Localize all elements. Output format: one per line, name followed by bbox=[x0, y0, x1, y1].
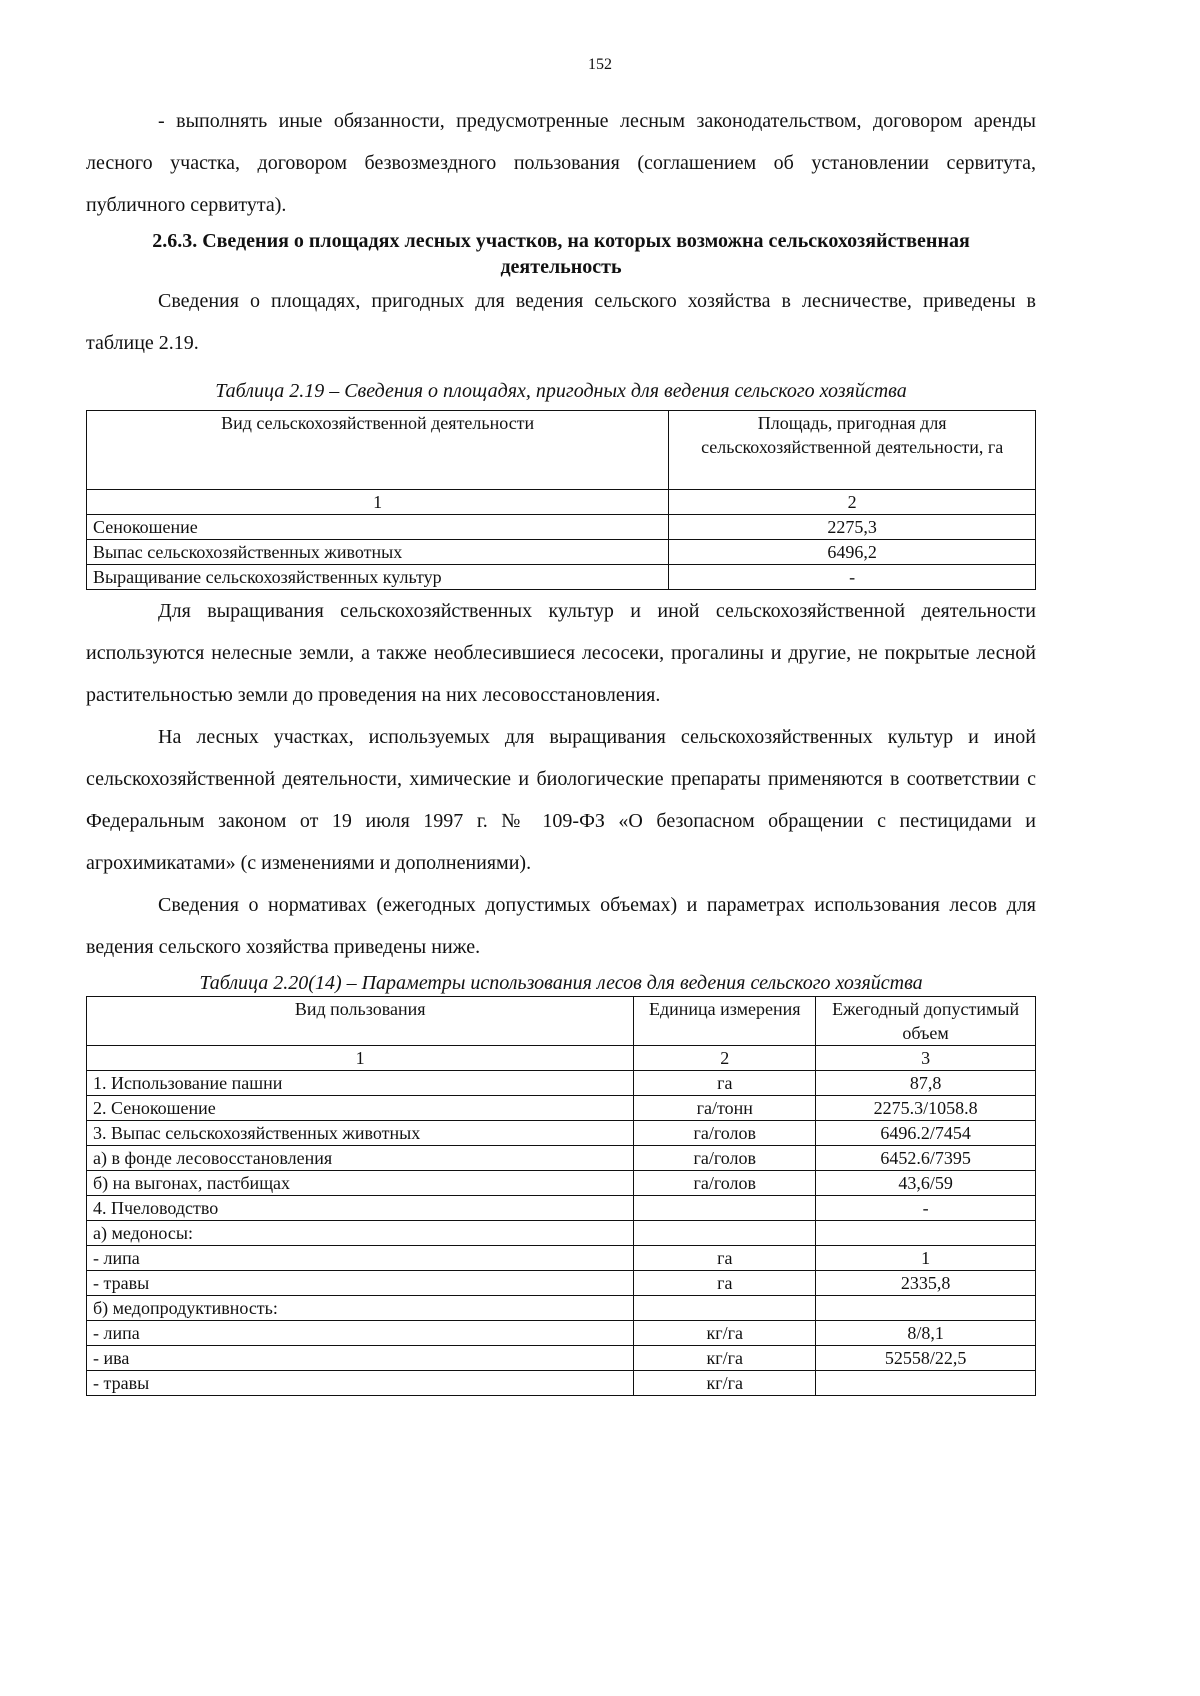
section-heading: 2.6.3. Сведения о площадях лесных участков, на которых возможна сельскохозяйственная деятельность bbox=[152, 230, 970, 278]
table-cell: 2. Сенокошение bbox=[87, 1096, 634, 1121]
table-cell: га bbox=[634, 1071, 816, 1096]
table-row bbox=[87, 1071, 1036, 1096]
table-cell: 6452.6/7395 bbox=[816, 1146, 1036, 1171]
table-row bbox=[87, 1296, 1036, 1321]
table-row bbox=[87, 515, 1036, 540]
table-cell: б) на выгонах, пастбищах bbox=[87, 1171, 634, 1196]
table-cell: га/голов bbox=[634, 1171, 816, 1196]
table-cell bbox=[634, 1196, 816, 1221]
table-cell: 1 bbox=[816, 1246, 1036, 1271]
table-cell: 6496,2 bbox=[669, 540, 1036, 565]
table-row bbox=[87, 1321, 1036, 1346]
table-cell: га/тонн bbox=[634, 1096, 816, 1121]
table-row bbox=[87, 1121, 1036, 1146]
table-cell: - травы bbox=[87, 1371, 634, 1396]
table-header-row bbox=[87, 411, 1036, 490]
table-cell: 2335,8 bbox=[816, 1271, 1036, 1296]
table-2-20-caption: Таблица 2.20(14) – Параметры использования лесов для ведения сельского хозяйства bbox=[199, 972, 923, 994]
table-row bbox=[87, 1146, 1036, 1171]
table-header-cell: Площадь, пригодная для сельскохозяйственной деятельности, га bbox=[669, 411, 1036, 490]
paragraph-chemicals: На лесных участках, используемых для выращивания сельскохозяйственных культур и иной сельскохозяйственной деятельности, химические и биологические препараты применяются в соответствии с Федеральным законом от 19 июля 1997 г. № 109-ФЗ «О безопасном обращении с пестицидами и агрохимикатами» (с изменениями и дополнениями). bbox=[86, 726, 1036, 874]
table-2-19-caption: Таблица 2.19 – Сведения о площадях, пригодных для ведения сельского хозяйства bbox=[215, 380, 907, 402]
table-header-cell: Вид пользования bbox=[87, 997, 634, 1046]
table-cell: га/голов bbox=[634, 1121, 816, 1146]
table-cell bbox=[816, 1296, 1036, 1321]
column-number: 3 bbox=[816, 1046, 1036, 1071]
table-cell: 6496.2/7454 bbox=[816, 1121, 1036, 1146]
table-row bbox=[87, 1196, 1036, 1221]
table-row bbox=[87, 1096, 1036, 1121]
table-cell: 4. Пчеловодство bbox=[87, 1196, 634, 1221]
table-cell: 87,8 bbox=[816, 1071, 1036, 1096]
table-row bbox=[87, 1221, 1036, 1246]
table-number-row bbox=[87, 1046, 1036, 1071]
paragraph-cultivation: Для выращивания сельскохозяйственных культур и иной сельскохозяйственной деятельности используются нелесные земли, а также необлесившиеся лесосеки, прогалины и другие, не покрытые лесной растительностью земли до проведения на них лесовосстановления. bbox=[86, 600, 1036, 706]
table-cell: - липа bbox=[87, 1321, 634, 1346]
table-header-cell: Вид сельскохозяйственной деятельности bbox=[87, 411, 669, 490]
paragraph-duties: - выполнять иные обязанности, предусмотренные лесным законодательством, договором аренды лесного участка, договором безвозмездного пользования (соглашением об установлении сервитута, публичного сервитута). bbox=[86, 110, 1036, 216]
table-header-cell: Единица измерения bbox=[634, 997, 816, 1046]
table-cell: а) медоносы: bbox=[87, 1221, 634, 1246]
table-cell: га bbox=[634, 1271, 816, 1296]
page-content bbox=[86, 100, 1036, 1396]
table-cell: Выпас сельскохозяйственных животных bbox=[87, 540, 669, 565]
table-cell bbox=[816, 1221, 1036, 1246]
paragraph-intro-table-2-19: Сведения о площадях, пригодных для ведения сельского хозяйства в лесничестве, приведены в таблице 2.19. bbox=[86, 290, 1036, 354]
table-cell: - ива bbox=[87, 1346, 634, 1371]
table-cell: 1. Использование пашни bbox=[87, 1071, 634, 1096]
table-cell: б) медопродуктивность: bbox=[87, 1296, 634, 1321]
table-cell: Сенокошение bbox=[87, 515, 669, 540]
table-cell: 8/8,1 bbox=[816, 1321, 1036, 1346]
table-cell: кг/га bbox=[634, 1371, 816, 1396]
table-cell: кг/га bbox=[634, 1346, 816, 1371]
table-cell: а) в фонде лесовосстановления bbox=[87, 1146, 634, 1171]
column-number: 1 bbox=[87, 1046, 634, 1071]
table-cell: 2275.3/1058.8 bbox=[816, 1096, 1036, 1121]
table-row bbox=[87, 1271, 1036, 1296]
table-cell: га bbox=[634, 1246, 816, 1271]
paragraph-norms: Сведения о нормативах (ежегодных допустимых объемах) и параметрах использования лесов для ведения сельского хозяйства приведены ниже. bbox=[86, 894, 1036, 958]
table-cell: - липа bbox=[87, 1246, 634, 1271]
table-cell: - bbox=[669, 565, 1036, 590]
table-cell: - bbox=[816, 1196, 1036, 1221]
table-row bbox=[87, 1346, 1036, 1371]
table-header-cell: Ежегодный допустимый объем bbox=[816, 997, 1036, 1046]
table-row bbox=[87, 565, 1036, 590]
table-cell bbox=[634, 1296, 816, 1321]
table-number-row bbox=[87, 490, 1036, 515]
table-2-19 bbox=[86, 410, 1036, 590]
table-cell bbox=[816, 1371, 1036, 1396]
table-cell: 3. Выпас сельскохозяйственных животных bbox=[87, 1121, 634, 1146]
column-number: 1 bbox=[87, 490, 669, 515]
table-2-20 bbox=[86, 996, 1036, 1396]
table-cell: 43,6/59 bbox=[816, 1171, 1036, 1196]
table-cell: кг/га bbox=[634, 1321, 816, 1346]
table-cell bbox=[634, 1221, 816, 1246]
table-cell: га/голов bbox=[634, 1146, 816, 1171]
table-row bbox=[87, 540, 1036, 565]
table-cell: - травы bbox=[87, 1271, 634, 1296]
table-row bbox=[87, 1371, 1036, 1396]
table-cell: 52558/22,5 bbox=[816, 1346, 1036, 1371]
page-number: 152 bbox=[588, 56, 612, 73]
table-header-row bbox=[87, 997, 1036, 1046]
column-number: 2 bbox=[634, 1046, 816, 1071]
table-row bbox=[87, 1246, 1036, 1271]
table-cell: Выращивание сельскохозяйственных культур bbox=[87, 565, 669, 590]
table-row bbox=[87, 1171, 1036, 1196]
column-number: 2 bbox=[669, 490, 1036, 515]
table-cell: 2275,3 bbox=[669, 515, 1036, 540]
